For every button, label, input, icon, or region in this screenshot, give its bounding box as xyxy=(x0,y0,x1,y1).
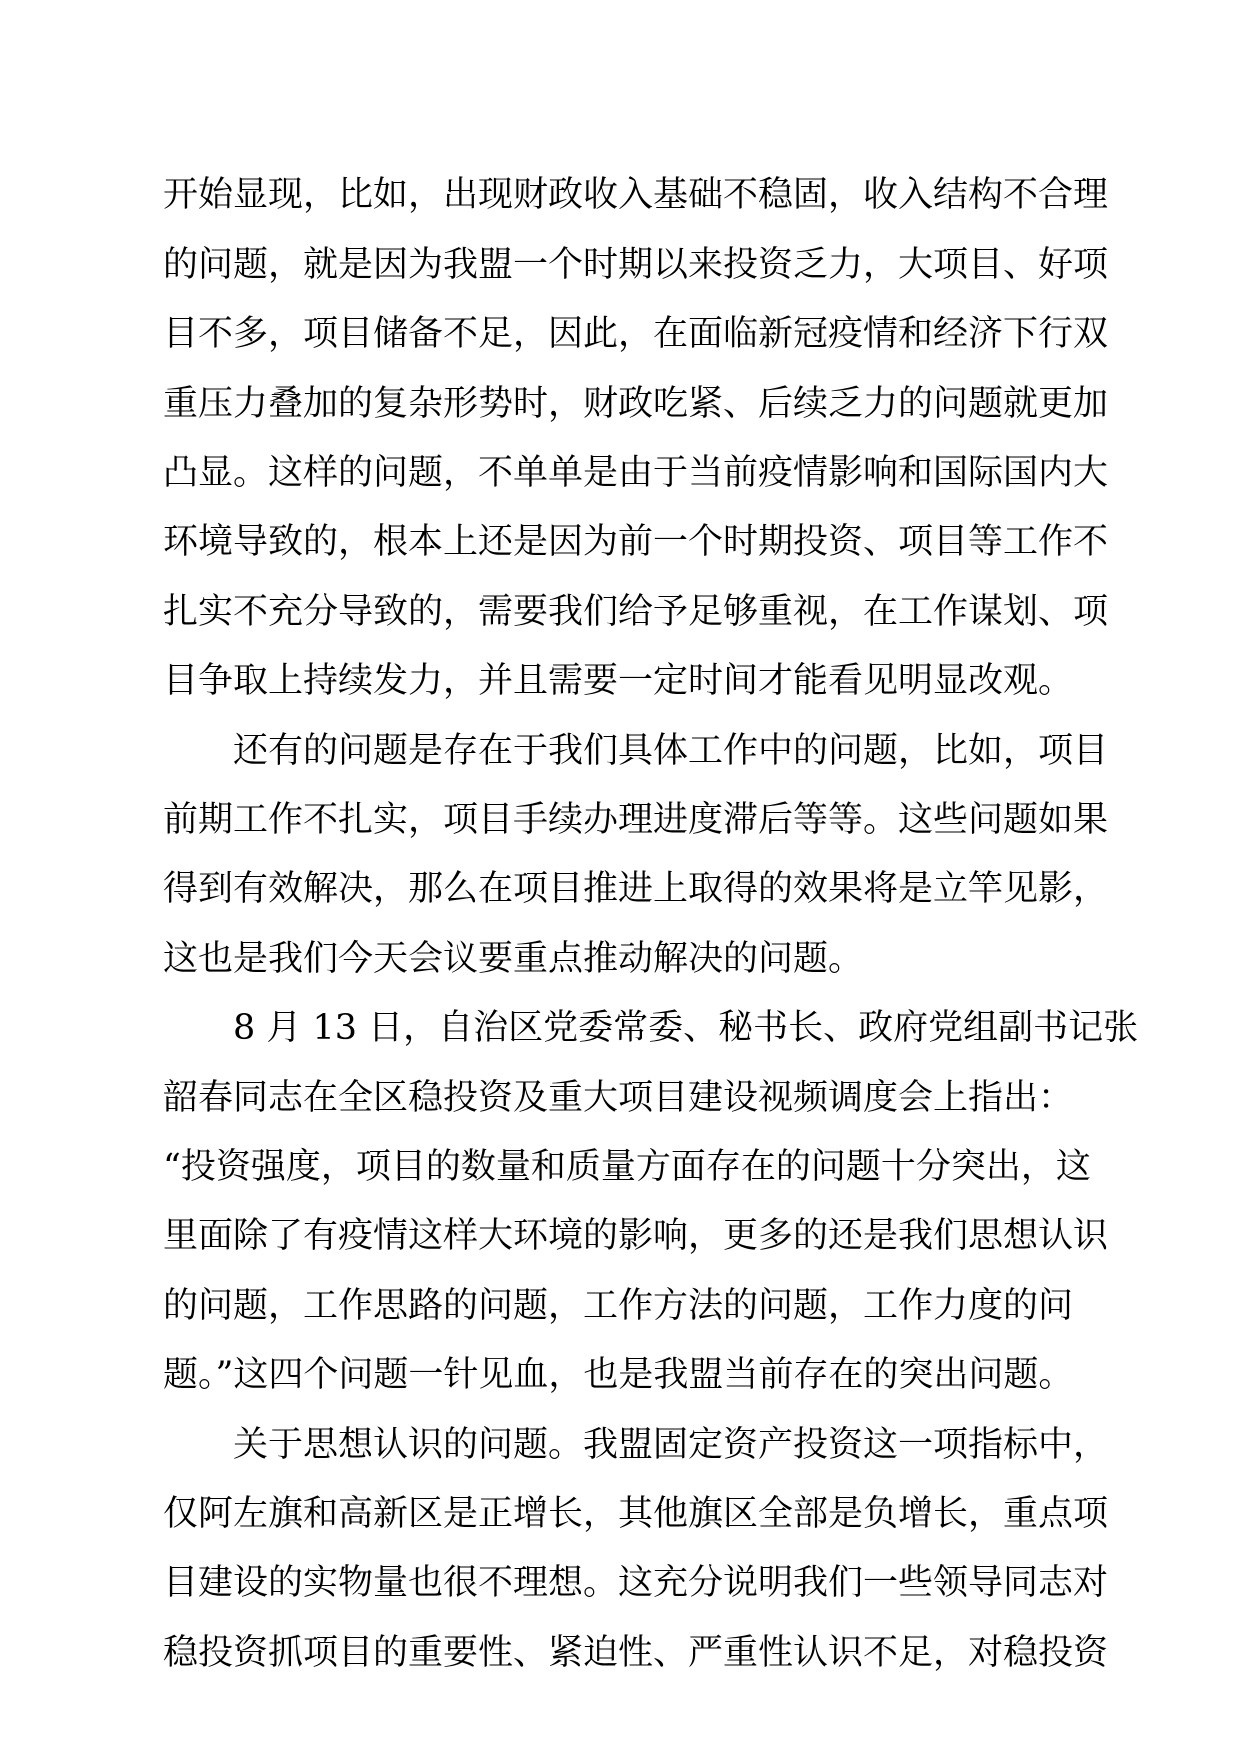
text-line: 的问题，工作思路的问题，工作方法的问题，工作力度的问 xyxy=(163,1286,1074,1326)
paragraph-first-line: 8 月 13 日，自治区党委常委、秘书长、政府党组副书记张 xyxy=(233,1008,1139,1048)
text-line: 开始显现，比如，出现财政收入基础不稳固，收入结构不合理 xyxy=(163,175,1109,215)
text-line: 重压力叠加的复杂形势时，财政吃紧、后续乏力的问题就更加 xyxy=(163,384,1109,424)
text-line: 目不多，项目储备不足，因此，在面临新冠疫情和经济下行双 xyxy=(163,314,1109,354)
text-line: 环境导致的，根本上还是因为前一个时期投资、项目等工作不 xyxy=(163,522,1109,562)
text-line: 仅阿左旗和高新区是正增长，其他旗区全部是负增长，重点项 xyxy=(163,1494,1109,1534)
text-line: 前期工作不扎实，项目手续办理进度滞后等等。这些问题如果 xyxy=(163,800,1109,840)
text-line: 这也是我们今天会议要重点推动解决的问题。 xyxy=(163,939,864,979)
text-line: 韶春同志在全区稳投资及重大项目建设视频调度会上指出： xyxy=(163,1078,1074,1118)
text-line: 得到有效解决，那么在项目推进上取得的效果将是立竿见影， xyxy=(163,869,1109,909)
text-line: 目争取上持续发力，并且需要一定时间才能看见明显改观。 xyxy=(163,661,1074,701)
text-line: 题。”这四个问题一针见血，也是我盟当前存在的突出问题。 xyxy=(163,1355,1074,1395)
text-line: 稳投资抓项目的重要性、紧迫性、严重性认识不足，对稳投资 xyxy=(163,1633,1109,1673)
text-line: 目建设的实物量也很不理想。这充分说明我们一些领导同志对 xyxy=(163,1563,1109,1603)
text-line: 里面除了有疫情这样大环境的影响，更多的还是我们思想认识 xyxy=(163,1216,1109,1256)
text-line: 的问题，就是因为我盟一个时期以来投资乏力，大项目、好项 xyxy=(163,245,1109,285)
text-line: 凸显。这样的问题，不单单是由于当前疫情影响和国际国内大 xyxy=(163,453,1109,493)
paragraph-first-line: 关于思想认识的问题。我盟固定资产投资这一项指标中， xyxy=(233,1425,1109,1465)
text-line: 扎实不充分导致的，需要我们给予足够重视，在工作谋划、项 xyxy=(163,592,1109,632)
paragraph-first-line: 还有的问题是存在于我们具体工作中的问题，比如，项目 xyxy=(233,731,1109,771)
text-line: “投资强度，项目的数量和质量方面存在的问题十分突出，这 xyxy=(163,1147,1091,1187)
